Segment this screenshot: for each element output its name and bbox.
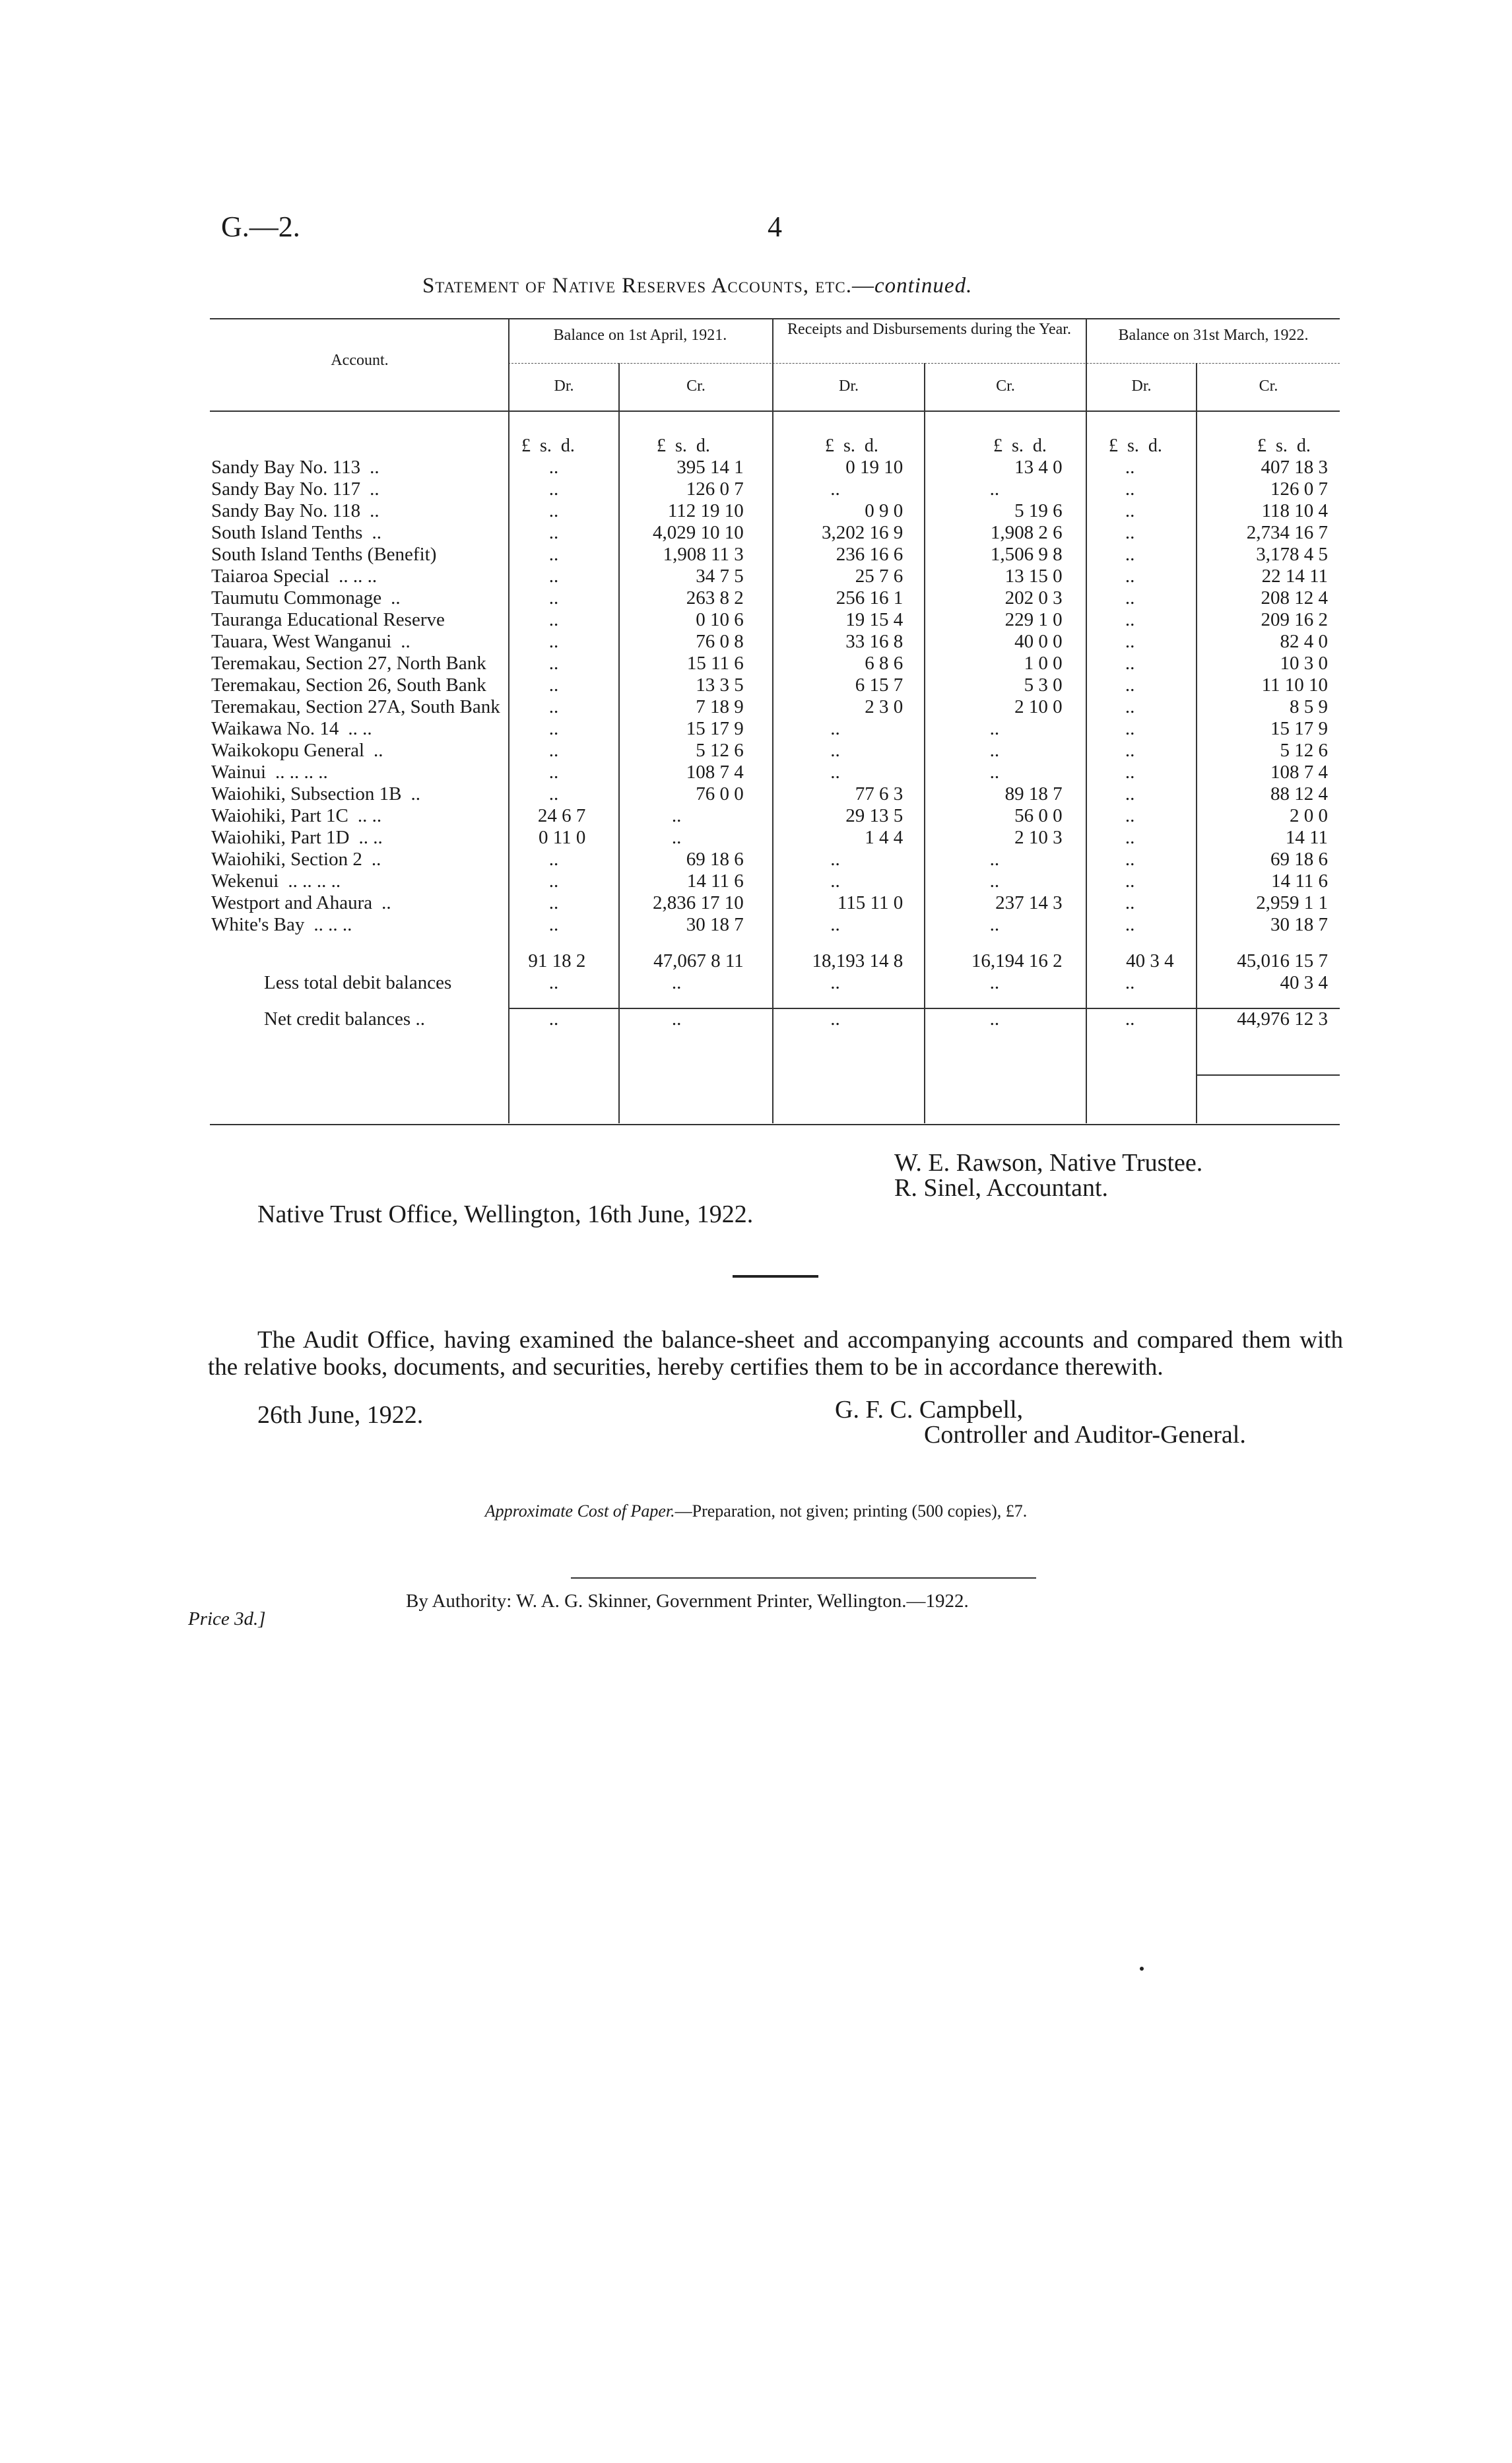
amount-cell: 2,734 16 7	[1246, 522, 1328, 543]
amount-cell: 76 0 8	[696, 631, 744, 652]
amount-cell: ..	[1125, 653, 1135, 674]
account-cell	[211, 762, 510, 784]
amount-cell: 1,908 11 3	[663, 544, 744, 565]
amount-cell: ..	[1125, 762, 1135, 783]
amount-cell: 5 12 6	[696, 740, 744, 761]
net-credit-label: Net credit balances ..	[264, 1008, 425, 1030]
amount-cell: 0 19 10	[845, 457, 904, 478]
amount-cell: ..	[830, 914, 840, 935]
amount-cell: 407 18 3	[1261, 457, 1328, 478]
amount-cell: 3,178 4 5	[1256, 544, 1328, 565]
amount-cell: 108 7 4	[686, 762, 744, 783]
amount-cell: 40 3 4	[1280, 972, 1328, 993]
account-cell	[211, 632, 510, 653]
amount-cell: 44,976 12 3	[1237, 1008, 1328, 1030]
amount-cell: 10 3 0	[1280, 653, 1328, 674]
amount-cell: ..	[1125, 870, 1135, 892]
amount-cell: 15 17 9	[1270, 718, 1328, 739]
account-name: White's Bay	[211, 914, 305, 935]
amount-cell: 82 4 0	[1280, 631, 1328, 652]
amount-cell: ..	[548, 892, 559, 913]
amount-cell: 118 10 4	[1261, 500, 1328, 521]
amount-cell: ..	[1125, 696, 1135, 717]
amount-cell: 8 5 9	[1290, 696, 1328, 717]
amount-cell: ..	[548, 740, 559, 761]
auditor-title: Controller and Auditor-General.	[924, 1421, 1246, 1449]
trustee-signature: W. E. Rawson, Native Trustee.	[894, 1149, 1203, 1177]
account-name: Westport and Ahaura	[211, 892, 373, 913]
leader-dots: .. .. ..	[313, 914, 352, 935]
table-top-rule	[210, 318, 1340, 319]
amount-cell: ..	[1125, 1008, 1135, 1030]
amount-cell: ..	[830, 718, 840, 739]
authority-rule	[571, 1577, 1036, 1579]
amount-cell: ..	[548, 696, 559, 717]
total-cell: 40 3 4	[1126, 950, 1174, 971]
amount-cell: 6 8 6	[865, 653, 904, 674]
total-cell: 18,193 14 8	[812, 950, 904, 971]
account-name: Wekenui	[211, 870, 279, 892]
amount-cell: ..	[548, 587, 559, 608]
account-name: Waiohiki, Subsection 1B	[211, 783, 402, 805]
account-cell	[211, 544, 510, 566]
accountant-signature: R. Sinel, Accountant.	[894, 1174, 1109, 1202]
account-name: Taumutu Commonage	[211, 587, 382, 608]
page-title	[422, 274, 972, 298]
account-name: Sandy Bay No. 118	[211, 500, 361, 521]
amount-cell: 0 11 0	[538, 827, 586, 848]
amount-cell: 3,202 16 9	[821, 522, 904, 543]
totals-row	[211, 936, 1340, 973]
cost-of-paper	[0, 1501, 1512, 1521]
cost-label: Approximate Cost of Paper.	[484, 1501, 675, 1521]
total-cell: 47,067 8 11	[653, 950, 744, 971]
table-row	[211, 588, 1340, 610]
account-cell	[211, 675, 510, 697]
leader-dots: .. ..	[358, 827, 383, 848]
leader-dots: ..	[374, 740, 383, 761]
amount-cell: 256 16 1	[836, 587, 904, 608]
amount-cell: ..	[989, 914, 1000, 935]
units-label: £ s. d.	[1257, 436, 1311, 456]
account-cell	[211, 588, 510, 610]
amount-cell: 5 12 6	[1280, 740, 1328, 761]
account-cell	[211, 849, 510, 871]
amount-cell: 1 4 4	[865, 827, 904, 848]
amount-cell: 1,506 9 8	[990, 544, 1063, 565]
accounts-table	[211, 457, 1340, 1031]
printer-authority: By Authority: W. A. G. Skinner, Government Printer, Wellington.—1922.	[406, 1591, 969, 1612]
table-row	[211, 479, 1340, 501]
units-label: £ s. d.	[993, 436, 1047, 456]
amount-cell: ..	[1125, 674, 1135, 696]
amount-cell: ..	[1125, 478, 1135, 500]
cr-header: Cr.	[1259, 378, 1278, 395]
amount-cell: 4,029 10 10	[653, 522, 744, 543]
amount-cell: 0 9 0	[865, 500, 904, 521]
amount-cell: 29 13 5	[845, 805, 904, 826]
table-row	[211, 675, 1340, 697]
account-cell	[211, 828, 510, 849]
account-name: Waiohiki, Section 2	[211, 849, 362, 870]
amount-cell: ..	[548, 500, 559, 521]
amount-cell: ..	[1125, 587, 1135, 608]
amount-cell: 15 17 9	[686, 718, 744, 739]
amount-cell: ..	[548, 762, 559, 783]
amount-cell: ..	[548, 609, 559, 630]
amount-cell: ..	[830, 762, 840, 783]
account-name: Waikawa No. 14	[211, 718, 339, 739]
amount-cell: 2 0 0	[1290, 805, 1328, 826]
account-name: Taiaroa Special	[211, 566, 330, 587]
amount-cell: ..	[1125, 500, 1135, 521]
amount-cell: 14 11 6	[686, 870, 744, 892]
audit-certificate: The Audit Office, having examined the balance-sheet and accompanying accounts and compared them with the relative books, documents, and securities, hereby certifies them to be in accordance therewith.	[208, 1327, 1343, 1381]
title-continued: continued.	[874, 274, 973, 298]
table-row	[211, 544, 1340, 566]
amount-cell: ..	[1125, 827, 1135, 848]
amount-cell: ..	[548, 457, 559, 478]
leader-dots: ..	[370, 478, 379, 500]
account-cell	[211, 740, 510, 762]
amount-cell: ..	[671, 1008, 682, 1030]
amount-cell: ..	[548, 783, 559, 805]
amount-cell: 77 6 3	[855, 783, 904, 805]
account-name: Waiohiki, Part 1C	[211, 805, 348, 826]
amount-cell: 6 15 7	[855, 674, 904, 696]
table-row	[211, 828, 1340, 849]
table-row	[211, 806, 1340, 828]
amount-cell: 13 3 5	[696, 674, 744, 696]
net-rule	[1196, 1074, 1340, 1076]
audit-date: 26th June, 1922.	[257, 1401, 424, 1429]
amount-cell: ..	[548, 972, 559, 993]
amount-cell: 13 15 0	[1004, 566, 1063, 587]
amount-cell: ..	[1125, 805, 1135, 826]
amount-cell: ..	[989, 478, 1000, 500]
page-number: 4	[768, 211, 782, 243]
account-name: Sandy Bay No. 113	[211, 457, 361, 478]
accounts-table-body	[211, 457, 1340, 1031]
table-row	[211, 566, 1340, 588]
account-name: Teremakau, Section 27A, South Bank	[211, 696, 500, 717]
header-bottom-rule	[210, 410, 1340, 412]
leader-dots: ..	[370, 457, 379, 478]
amount-cell: ..	[830, 870, 840, 892]
total-cell: 45,016 15 7	[1237, 950, 1328, 971]
section-divider	[733, 1275, 818, 1278]
account-name: Tauara, West Wanganui	[211, 631, 392, 652]
group-header-opening-balance: Balance on 1st April, 1921.	[553, 327, 727, 344]
amount-cell: ..	[989, 1008, 1000, 1030]
amount-cell: ..	[830, 740, 840, 761]
amount-cell: 126 0 7	[686, 478, 744, 500]
amount-cell: ..	[989, 740, 1000, 761]
amount-cell: 5 19 6	[1014, 500, 1063, 521]
account-cell	[211, 479, 510, 501]
amount-cell: 14 11 6	[1271, 870, 1328, 892]
account-name: Wainui	[211, 762, 267, 783]
amount-cell: ..	[989, 870, 1000, 892]
account-cell	[211, 871, 510, 893]
amount-cell: 2 3 0	[865, 696, 904, 717]
amount-cell: 1,908 2 6	[990, 522, 1063, 543]
title-main: Statement of Native Reserves Accounts, etc.—	[422, 274, 874, 298]
account-cell	[211, 501, 510, 523]
amount-cell: ..	[548, 544, 559, 565]
leader-dots: ..	[401, 631, 411, 652]
office-dateline: Native Trust Office, Wellington, 16th June, 1922.	[257, 1200, 754, 1228]
amount-cell: 2,959 1 1	[1256, 892, 1328, 913]
amount-cell: ..	[671, 827, 682, 848]
account-name: Waiohiki, Part 1D	[211, 827, 350, 848]
price-label: Price 3d.]	[188, 1608, 266, 1629]
amount-cell: ..	[1125, 631, 1135, 652]
dr-header: Dr.	[839, 378, 859, 395]
table-row	[211, 610, 1340, 632]
units-label: £ s. d.	[521, 436, 575, 456]
amount-cell: ..	[989, 849, 1000, 870]
table-row	[211, 893, 1340, 915]
amount-cell: 7 18 9	[696, 696, 744, 717]
amount-cell: ..	[548, 566, 559, 587]
table-row	[211, 740, 1340, 762]
amount-cell: 202 0 3	[1004, 587, 1063, 608]
amount-cell: 2 10 3	[1014, 827, 1063, 848]
amount-cell: 1 0 0	[1024, 653, 1063, 674]
account-cell	[211, 806, 510, 828]
table-row	[211, 871, 1340, 893]
leader-dots: .. .. ..	[339, 566, 378, 587]
account-name: Tauranga Educational Reserve	[211, 609, 445, 630]
amount-cell: 33 16 8	[845, 631, 904, 652]
amount-cell: 2,836 17 10	[653, 892, 744, 913]
amount-cell: ..	[989, 718, 1000, 739]
amount-cell: 14 11	[1285, 827, 1328, 848]
amount-cell: 237 14 3	[995, 892, 1063, 913]
account-cell	[211, 784, 510, 806]
account-header: Account.	[331, 352, 389, 369]
units-label: £ s. d.	[657, 436, 710, 456]
amount-cell: 13 4 0	[1014, 457, 1063, 478]
dr-header: Dr.	[554, 378, 574, 395]
amount-cell: 229 1 0	[1004, 609, 1063, 630]
group-header-receipts: Receipts and Disbursements during the Year.	[787, 321, 1071, 338]
total-cell: 91 18 2	[528, 950, 586, 971]
amount-cell: ..	[671, 805, 682, 826]
amount-cell: ..	[548, 1008, 559, 1030]
amount-cell: ..	[1125, 609, 1135, 630]
table-row	[211, 653, 1340, 675]
amount-cell: ..	[830, 478, 840, 500]
amount-cell: 24 6 7	[537, 805, 586, 826]
leader-dots: ..	[372, 522, 381, 543]
amount-cell: ..	[671, 972, 682, 993]
document-code: G.—2.	[221, 211, 300, 243]
amount-cell: ..	[1125, 783, 1135, 805]
amount-cell: 56 0 0	[1014, 805, 1063, 826]
amount-cell: ..	[989, 762, 1000, 783]
leader-dots: ..	[371, 849, 381, 870]
amount-cell: ..	[1125, 457, 1135, 478]
table-row	[211, 632, 1340, 653]
table-row	[211, 784, 1340, 806]
amount-cell: ..	[1125, 522, 1135, 543]
amount-cell: ..	[548, 674, 559, 696]
table-row	[211, 697, 1340, 719]
cr-header: Cr.	[686, 378, 706, 395]
less-debit-row	[211, 973, 1340, 995]
account-name: Teremakau, Section 27, North Bank	[211, 653, 486, 674]
table-row	[211, 915, 1340, 936]
amount-cell: 25 7 6	[855, 566, 904, 587]
totals-label-cell	[211, 936, 510, 973]
account-cell	[211, 719, 510, 740]
leader-dots: .. .. .. ..	[288, 870, 341, 892]
amount-cell: ..	[1125, 740, 1135, 761]
amount-cell: 0 10 6	[696, 609, 744, 630]
leader-dots: .. .. .. ..	[275, 762, 328, 783]
table-bottom-rule	[210, 1124, 1340, 1125]
amount-cell: ..	[1125, 892, 1135, 913]
amount-cell: 112 19 10	[667, 500, 744, 521]
amount-cell: ..	[548, 914, 559, 935]
table-row	[211, 457, 1340, 479]
amount-cell: 89 18 7	[1004, 783, 1063, 805]
account-cell	[211, 457, 510, 479]
amount-cell: ..	[1125, 718, 1135, 739]
amount-cell: 115 11 0	[837, 892, 904, 913]
account-name: South Island Tenths (Benefit)	[211, 544, 437, 565]
account-name: Sandy Bay No. 117	[211, 478, 361, 500]
amount-cell: ..	[1125, 972, 1135, 993]
amount-cell: 395 14 1	[676, 457, 744, 478]
amount-cell: ..	[548, 870, 559, 892]
amount-cell: 69 18 6	[686, 849, 744, 870]
total-cell: 16,194 16 2	[971, 950, 1063, 971]
account-cell	[211, 893, 510, 915]
account-name: Waikokopu General	[211, 740, 364, 761]
account-name: South Island Tenths	[211, 522, 363, 543]
units-label: £ s. d.	[825, 436, 878, 456]
account-cell	[211, 523, 510, 544]
amount-cell: ..	[548, 478, 559, 500]
amount-cell: 208 12 4	[1261, 587, 1328, 608]
amount-cell: 126 0 7	[1270, 478, 1328, 500]
leader-dots: .. ..	[357, 805, 382, 826]
amount-cell: ..	[548, 718, 559, 739]
amount-cell: 76 0 0	[696, 783, 744, 805]
cost-text: —Preparation, not given; printing (500 copies), £7.	[674, 1501, 1028, 1521]
account-name: Teremakau, Section 26, South Bank	[211, 674, 486, 696]
amount-cell: 30 18 7	[1270, 914, 1328, 935]
amount-cell: 2 10 0	[1014, 696, 1063, 717]
table-row	[211, 523, 1340, 544]
account-cell	[211, 697, 510, 719]
table-row	[211, 849, 1340, 871]
leader-dots: ..	[411, 783, 420, 805]
stray-mark	[1140, 1967, 1144, 1971]
net-credit-row	[211, 995, 1340, 1031]
amount-cell: ..	[830, 849, 840, 870]
amount-cell: ..	[548, 522, 559, 543]
amount-cell: ..	[548, 849, 559, 870]
auditor-name: G. F. C. Campbell,	[835, 1396, 1024, 1424]
amount-cell: 11 10 10	[1261, 674, 1328, 696]
amount-cell: 34 7 5	[696, 566, 744, 587]
account-cell	[211, 915, 510, 936]
cr-header: Cr.	[996, 378, 1015, 395]
amount-cell: 40 0 0	[1014, 631, 1063, 652]
leader-dots: .. ..	[348, 718, 372, 739]
group-header-closing-balance: Balance on 31st March, 1922.	[1118, 327, 1309, 344]
amount-cell: 209 16 2	[1261, 609, 1328, 630]
amount-cell: ..	[1125, 544, 1135, 565]
amount-cell: 19 15 4	[845, 609, 904, 630]
amount-cell: ..	[989, 972, 1000, 993]
account-cell	[211, 610, 510, 632]
amount-cell: 69 18 6	[1270, 849, 1328, 870]
amount-cell: 22 14 11	[1261, 566, 1328, 587]
amount-cell: 88 12 4	[1270, 783, 1328, 805]
amount-cell: ..	[1125, 849, 1135, 870]
leader-dots: ..	[370, 500, 379, 521]
leader-dots: ..	[381, 892, 391, 913]
amount-cell: 263 8 2	[686, 587, 744, 608]
amount-cell: 236 16 6	[836, 544, 904, 565]
amount-cell: ..	[830, 1008, 840, 1030]
dr-header: Dr.	[1131, 378, 1152, 395]
table-row	[211, 719, 1340, 740]
amount-cell: ..	[1125, 914, 1135, 935]
account-cell	[211, 566, 510, 588]
amount-cell: ..	[548, 653, 559, 674]
table-row	[211, 762, 1340, 784]
less-debit-label: Less total debit balances	[264, 972, 452, 993]
table-row	[211, 501, 1340, 523]
amount-cell: 30 18 7	[686, 914, 744, 935]
units-label: £ s. d.	[1109, 436, 1162, 456]
amount-cell: 108 7 4	[1270, 762, 1328, 783]
amount-cell: ..	[830, 972, 840, 993]
amount-cell: 15 11 6	[686, 653, 744, 674]
leader-dots: ..	[391, 587, 401, 608]
amount-cell: ..	[548, 631, 559, 652]
account-cell	[211, 653, 510, 675]
amount-cell: ..	[1125, 566, 1135, 587]
amount-cell: 5 3 0	[1024, 674, 1063, 696]
